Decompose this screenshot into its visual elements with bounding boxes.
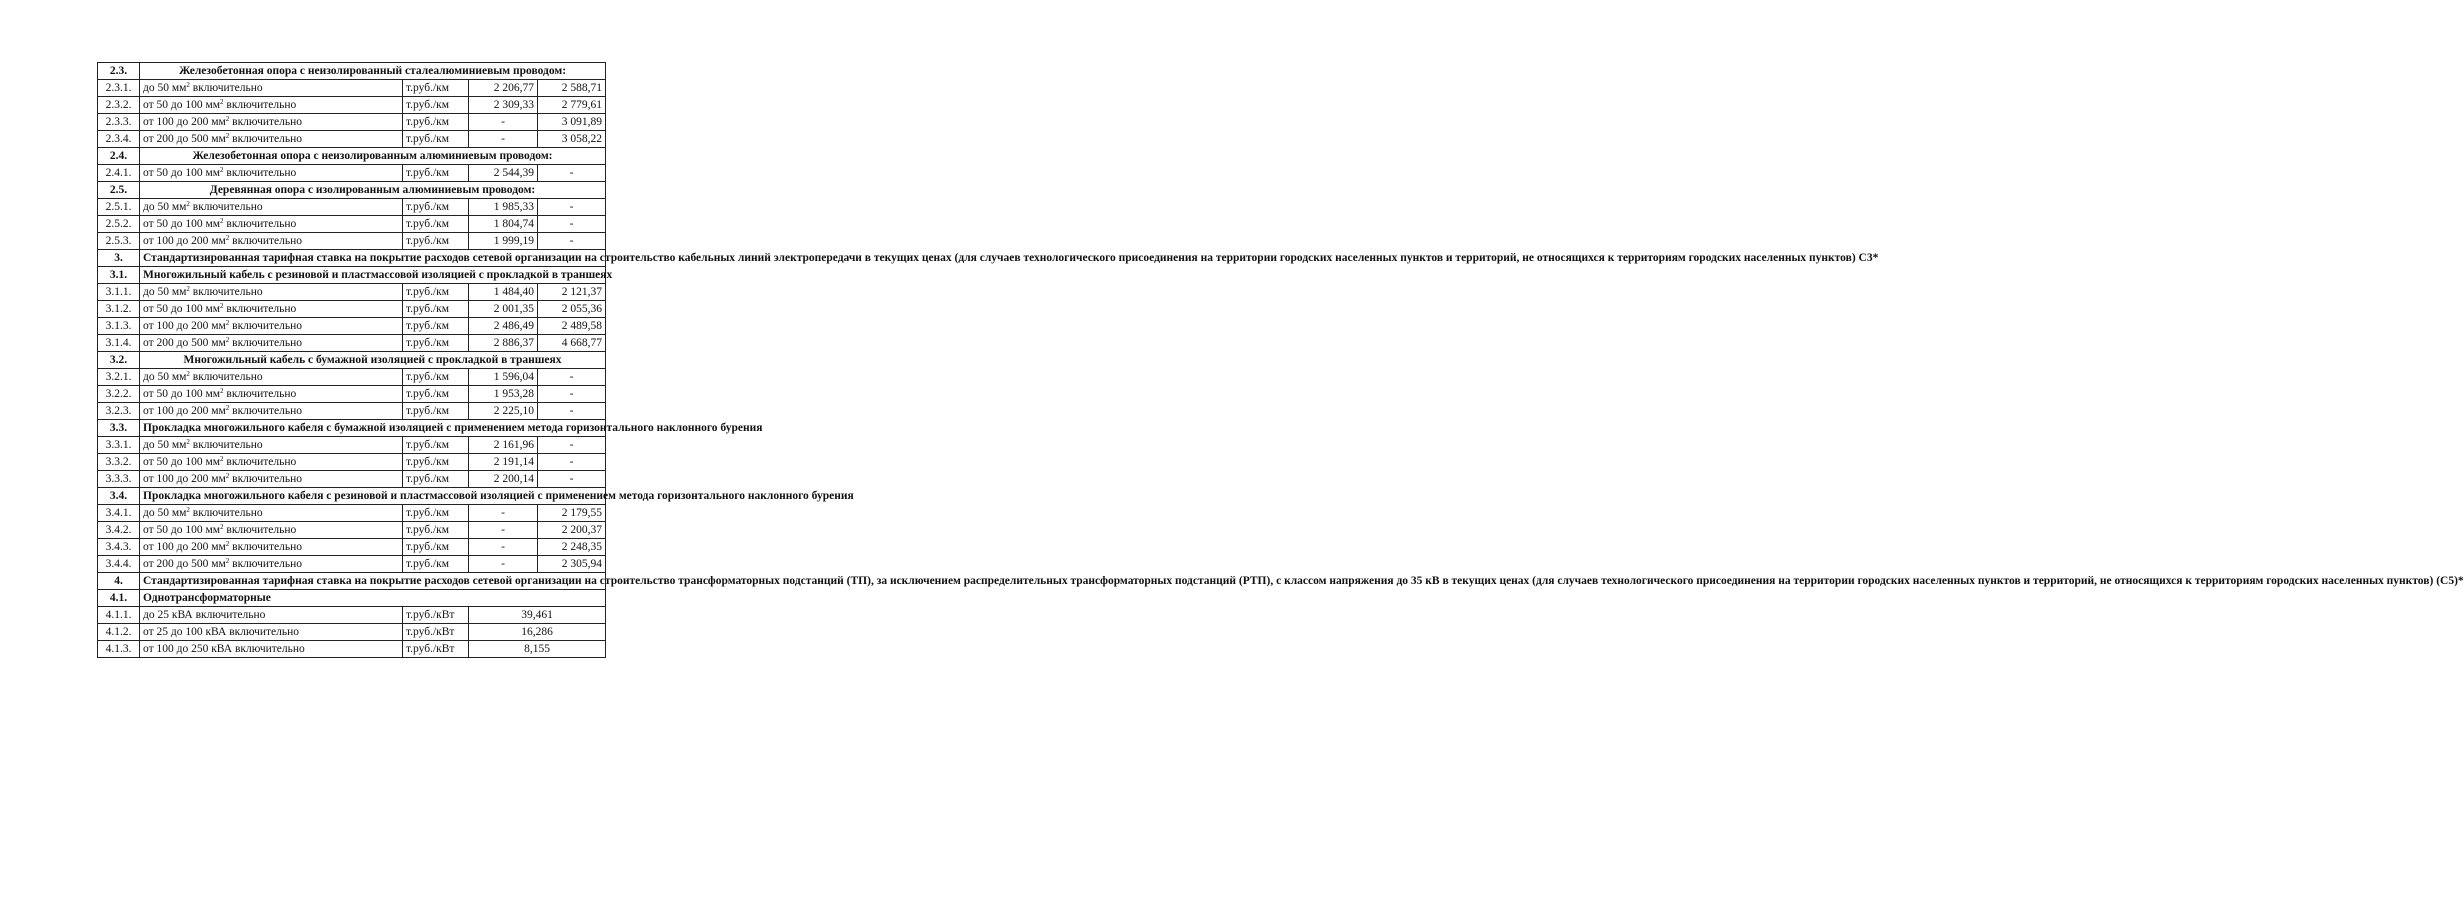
value-cell-2: - <box>538 386 606 403</box>
unit-exponent: 2 <box>186 369 190 378</box>
item-suffix: включительно <box>189 81 263 94</box>
value-cell-1: - <box>469 539 538 556</box>
table-row <box>98 97 606 114</box>
item-suffix: включительно <box>223 217 297 230</box>
value-cell-2: 3 091,89 <box>538 114 606 131</box>
item-number: 2.5.1. <box>98 199 140 216</box>
table-row <box>98 539 606 556</box>
item-range: от 100 до 200 мм <box>143 472 226 485</box>
item-number: 2.3.4. <box>98 131 140 148</box>
value-cell-1: 2 200,14 <box>469 471 538 488</box>
item-suffix: включительно <box>223 387 297 400</box>
table-row <box>98 437 606 454</box>
item-suffix: включительно <box>189 370 263 383</box>
table-row <box>98 641 606 658</box>
item-description: от 100 до 250 кВА включительно <box>140 641 403 658</box>
table-row <box>98 386 606 403</box>
unit-exponent: 2 <box>220 454 224 463</box>
item-suffix: включительно <box>223 523 297 536</box>
value-cell-1: 1 596,04 <box>469 369 538 386</box>
unit-cell: т.руб./км <box>403 318 469 335</box>
unit-exponent: 2 <box>225 539 230 548</box>
item-number: 3.4.1. <box>98 505 140 522</box>
item-description <box>140 369 403 386</box>
item-description <box>140 471 403 488</box>
section-title: Однотрансформаторные <box>140 590 606 607</box>
unit-cell: т.руб./км <box>403 522 469 539</box>
value-cell: 8,155 <box>469 641 606 658</box>
value-cell-1: - <box>469 556 538 573</box>
unit-cell: т.руб./кВт <box>403 607 469 624</box>
section-header-row <box>98 352 606 369</box>
item-range: до 50 мм <box>143 506 187 519</box>
value-cell-2: - <box>538 165 606 182</box>
item-suffix: включительно <box>223 302 297 315</box>
section-title: Прокладка многожильного кабеля с резиновой и пластмассовой изоляцией с применением метода горизонтального наклонного бурения <box>140 488 606 505</box>
table-row <box>98 199 606 216</box>
table-row <box>98 114 606 131</box>
item-number: 2.5.3. <box>98 233 140 250</box>
section-header-row <box>98 63 606 80</box>
item-description <box>140 216 403 233</box>
unit-cell: т.руб./км <box>403 471 469 488</box>
unit-exponent: 2 <box>225 114 230 123</box>
item-range: от 50 до 100 мм <box>143 523 221 536</box>
value-cell-1: 1 484,40 <box>469 284 538 301</box>
value-cell-2: - <box>538 403 606 420</box>
table-row <box>98 454 606 471</box>
item-description <box>140 284 403 301</box>
section-title: Многожильный кабель с бумажной изоляцией с прокладкой в траншеях <box>140 352 606 369</box>
item-suffix: включительно <box>229 472 303 485</box>
table-row <box>98 284 606 301</box>
section-header-row <box>98 182 606 199</box>
section-header-row <box>98 590 606 607</box>
item-suffix: включительно <box>189 438 263 451</box>
item-suffix: включительно <box>189 506 263 519</box>
item-description <box>140 505 403 522</box>
item-range: до 50 мм <box>143 200 187 213</box>
value-cell-1: - <box>469 505 538 522</box>
item-range: от 100 до 200 мм <box>143 319 226 332</box>
item-number: 3.1.4. <box>98 335 140 352</box>
item-description <box>140 556 403 573</box>
item-range: до 50 мм <box>143 438 187 451</box>
unit-exponent: 2 <box>186 199 190 208</box>
unit-cell: т.руб./км <box>403 403 469 420</box>
item-description <box>140 386 403 403</box>
unit-exponent: 2 <box>220 165 224 174</box>
value-cell-1: 1 985,33 <box>469 199 538 216</box>
item-suffix: включительно <box>189 200 263 213</box>
value-cell-1: 2 161,96 <box>469 437 538 454</box>
item-number: 2.5.2. <box>98 216 140 233</box>
value-cell-2: 2 588,71 <box>538 80 606 97</box>
item-range: от 100 до 200 мм <box>143 404 226 417</box>
item-description <box>140 131 403 148</box>
unit-cell: т.руб./кВт <box>403 624 469 641</box>
unit-cell: т.руб./км <box>403 97 469 114</box>
unit-cell: т.руб./км <box>403 386 469 403</box>
value-cell: 39,461 <box>469 607 606 624</box>
value-cell-2: 2 779,61 <box>538 97 606 114</box>
table-row <box>98 505 606 522</box>
item-description <box>140 301 403 318</box>
item-suffix: включительно <box>223 166 297 179</box>
value-cell-2: - <box>538 437 606 454</box>
item-range: от 50 до 100 мм <box>143 302 221 315</box>
major-section-row <box>98 573 606 590</box>
item-suffix: включительно <box>229 115 303 128</box>
value-cell-1: 2 309,33 <box>469 97 538 114</box>
item-description <box>140 335 403 352</box>
item-number: 3.4.4. <box>98 556 140 573</box>
section-number: 3.3. <box>98 420 140 437</box>
value-cell-1: 2 001,35 <box>469 301 538 318</box>
item-suffix: включительно <box>229 404 303 417</box>
item-range: от 200 до 500 мм <box>143 557 226 570</box>
value-cell-2: - <box>538 369 606 386</box>
item-number: 2.3.3. <box>98 114 140 131</box>
table-row <box>98 318 606 335</box>
table-row <box>98 403 606 420</box>
value-cell-2: 4 668,77 <box>538 335 606 352</box>
table-row <box>98 233 606 250</box>
value-cell-2: 2 055,36 <box>538 301 606 318</box>
unit-exponent: 2 <box>225 318 230 327</box>
major-section-row <box>98 250 606 267</box>
value-cell-2: 2 121,37 <box>538 284 606 301</box>
table-row <box>98 471 606 488</box>
value-cell-2: - <box>538 454 606 471</box>
value-cell-2: 2 200,37 <box>538 522 606 539</box>
item-suffix: включительно <box>229 234 303 247</box>
item-number: 3.4.3. <box>98 539 140 556</box>
item-description <box>140 437 403 454</box>
item-description <box>140 522 403 539</box>
section-number: 2.4. <box>98 148 140 165</box>
item-range: от 50 до 100 мм <box>143 455 221 468</box>
item-number: 4.1.3. <box>98 641 140 658</box>
unit-exponent: 2 <box>225 403 230 412</box>
item-range: от 100 до 200 мм <box>143 540 226 553</box>
item-description <box>140 97 403 114</box>
unit-exponent: 2 <box>225 335 230 344</box>
table-row <box>98 301 606 318</box>
section-title: Железобетонная опора с неизолированным алюминиевым проводом: <box>140 148 606 165</box>
section-title: Деревянная опора с изолированным алюминиевым проводом: <box>140 182 606 199</box>
value-cell-2: - <box>538 199 606 216</box>
table-row <box>98 80 606 97</box>
value-cell-1: - <box>469 522 538 539</box>
item-description <box>140 80 403 97</box>
section-number: 4. <box>98 573 140 590</box>
unit-exponent: 2 <box>186 284 190 293</box>
table-row <box>98 624 606 641</box>
unit-cell: т.руб./км <box>403 369 469 386</box>
value-cell-1: 1 804,74 <box>469 216 538 233</box>
item-description: от 25 до 100 кВА включительно <box>140 624 403 641</box>
item-number: 2.3.1. <box>98 80 140 97</box>
unit-exponent: 2 <box>186 80 190 89</box>
unit-exponent: 2 <box>220 301 224 310</box>
value-cell-1: 2 486,49 <box>469 318 538 335</box>
value-cell-2: 2 179,55 <box>538 505 606 522</box>
table-row <box>98 335 606 352</box>
value-cell-1: 2 886,37 <box>469 335 538 352</box>
unit-cell: т.руб./км <box>403 301 469 318</box>
item-suffix: включительно <box>223 455 297 468</box>
table-row <box>98 165 606 182</box>
item-description <box>140 114 403 131</box>
unit-cell: т.руб./км <box>403 114 469 131</box>
unit-cell: т.руб./км <box>403 216 469 233</box>
item-range: до 50 мм <box>143 370 187 383</box>
unit-cell: т.руб./км <box>403 233 469 250</box>
section-number: 3.4. <box>98 488 140 505</box>
section-title: Стандартизированная тарифная ставка на покрытие расходов сетевой организации на строительство трансформаторных подстанций (ТП), за исключением распределительных трансформаторных подстанций (РТП), с классом напряжения до 35 кВ в текущих ценах (для случаев технологического присоединения на территории городских населенных пунктов и территорий, не относящихся к территориям городских населенных пунктов) (С5)* <box>140 573 606 590</box>
section-title: Железобетонная опора с неизолированный сталеалюминиевым проводом: <box>140 63 606 80</box>
item-description <box>140 539 403 556</box>
section-title: Стандартизированная тарифная ставка на покрытие расходов сетевой организации на строительство кабельных линий электропередачи в текущих ценах (для случаев технологического присоединения на территории городских населенных пунктов и территорий, не относящихся к территориям городских населенных пунктов) С3* <box>140 250 606 267</box>
unit-exponent: 2 <box>220 386 224 395</box>
item-suffix: включительно <box>229 557 303 570</box>
item-number: 4.1.2. <box>98 624 140 641</box>
item-range: от 50 до 100 мм <box>143 217 221 230</box>
item-description: до 25 кВА включительно <box>140 607 403 624</box>
item-number: 3.1.3. <box>98 318 140 335</box>
item-description <box>140 165 403 182</box>
unit-cell: т.руб./км <box>403 284 469 301</box>
item-description <box>140 318 403 335</box>
value-cell-1: 1 953,28 <box>469 386 538 403</box>
item-suffix: включительно <box>223 98 297 111</box>
unit-cell: т.руб./км <box>403 505 469 522</box>
section-number: 3.1. <box>98 267 140 284</box>
unit-cell: т.руб./км <box>403 131 469 148</box>
value-cell-1: 2 191,14 <box>469 454 538 471</box>
unit-exponent: 2 <box>186 505 190 514</box>
item-range: от 50 до 100 мм <box>143 387 221 400</box>
unit-exponent: 2 <box>225 131 230 140</box>
section-title: Многожильный кабель с резиновой и пластмассовой изоляцией с прокладкой в траншеях <box>140 267 606 284</box>
unit-exponent: 2 <box>225 233 230 242</box>
item-number: 3.3.1. <box>98 437 140 454</box>
item-number: 3.1.2. <box>98 301 140 318</box>
table-row <box>98 556 606 573</box>
item-range: от 50 до 100 мм <box>143 98 221 111</box>
unit-exponent: 2 <box>220 522 224 531</box>
value-cell-1: - <box>469 131 538 148</box>
value-cell-1: 2 206,77 <box>469 80 538 97</box>
section-number: 3. <box>98 250 140 267</box>
item-suffix: включительно <box>229 319 303 332</box>
subsection-row <box>98 420 606 437</box>
item-description <box>140 233 403 250</box>
unit-exponent: 2 <box>225 556 230 565</box>
section-number: 3.2. <box>98 352 140 369</box>
item-range: до 50 мм <box>143 81 187 94</box>
value-cell-1: 2 544,39 <box>469 165 538 182</box>
unit-exponent: 2 <box>220 216 224 225</box>
unit-cell: т.руб./км <box>403 437 469 454</box>
value-cell-2: 2 489,58 <box>538 318 606 335</box>
item-description <box>140 199 403 216</box>
value-cell-2: - <box>538 233 606 250</box>
tariff-table-body <box>98 63 2464 658</box>
table-row <box>98 216 606 233</box>
unit-cell: т.руб./км <box>403 199 469 216</box>
value-cell-1: - <box>469 114 538 131</box>
unit-exponent: 2 <box>186 437 190 446</box>
section-number: 2.3. <box>98 63 140 80</box>
value-cell-2: 3 058,22 <box>538 131 606 148</box>
unit-cell: т.руб./км <box>403 335 469 352</box>
item-suffix: включительно <box>229 132 303 145</box>
section-title: Прокладка многожильного кабеля с бумажной изоляцией с применением метода горизонтального наклонного бурения <box>140 420 606 437</box>
unit-cell: т.руб./км <box>403 556 469 573</box>
item-number: 3.2.3. <box>98 403 140 420</box>
item-description <box>140 403 403 420</box>
unit-cell: т.руб./км <box>403 80 469 97</box>
item-number: 3.4.2. <box>98 522 140 539</box>
item-suffix: включительно <box>189 285 263 298</box>
item-number: 2.4.1. <box>98 165 140 182</box>
section-number: 4.1. <box>98 590 140 607</box>
unit-cell: т.руб./км <box>403 539 469 556</box>
value-cell-1: 2 225,10 <box>469 403 538 420</box>
item-number: 3.1.1. <box>98 284 140 301</box>
value-cell-2: 2 248,35 <box>538 539 606 556</box>
unit-cell: т.руб./км <box>403 165 469 182</box>
item-number: 3.2.2. <box>98 386 140 403</box>
section-number: 2.5. <box>98 182 140 199</box>
unit-exponent: 2 <box>220 97 224 106</box>
item-range: от 200 до 500 мм <box>143 132 226 145</box>
item-range: от 200 до 500 мм <box>143 336 226 349</box>
table-row <box>98 607 606 624</box>
unit-exponent: 2 <box>225 471 230 480</box>
item-suffix: включительно <box>229 336 303 349</box>
item-description <box>140 454 403 471</box>
subsection-row <box>98 267 606 284</box>
item-number: 4.1.1. <box>98 607 140 624</box>
item-range: до 50 мм <box>143 285 187 298</box>
table-row <box>98 522 606 539</box>
value-cell-2: - <box>538 216 606 233</box>
value-cell: 16,286 <box>469 624 606 641</box>
item-range: от 50 до 100 мм <box>143 166 221 179</box>
item-suffix: включительно <box>229 540 303 553</box>
tariff-table <box>97 62 2464 658</box>
item-number: 2.3.2. <box>98 97 140 114</box>
item-range: от 100 до 200 мм <box>143 115 226 128</box>
subsection-row <box>98 488 606 505</box>
table-row <box>98 369 606 386</box>
item-range: от 100 до 200 мм <box>143 234 226 247</box>
item-number: 3.3.2. <box>98 454 140 471</box>
item-number: 3.2.1. <box>98 369 140 386</box>
item-number: 3.3.3. <box>98 471 140 488</box>
section-header-row <box>98 148 606 165</box>
unit-cell: т.руб./км <box>403 454 469 471</box>
value-cell-2: - <box>538 471 606 488</box>
table-row <box>98 131 606 148</box>
value-cell-1: 1 999,19 <box>469 233 538 250</box>
value-cell-2: 2 305,94 <box>538 556 606 573</box>
unit-cell: т.руб./кВт <box>403 641 469 658</box>
